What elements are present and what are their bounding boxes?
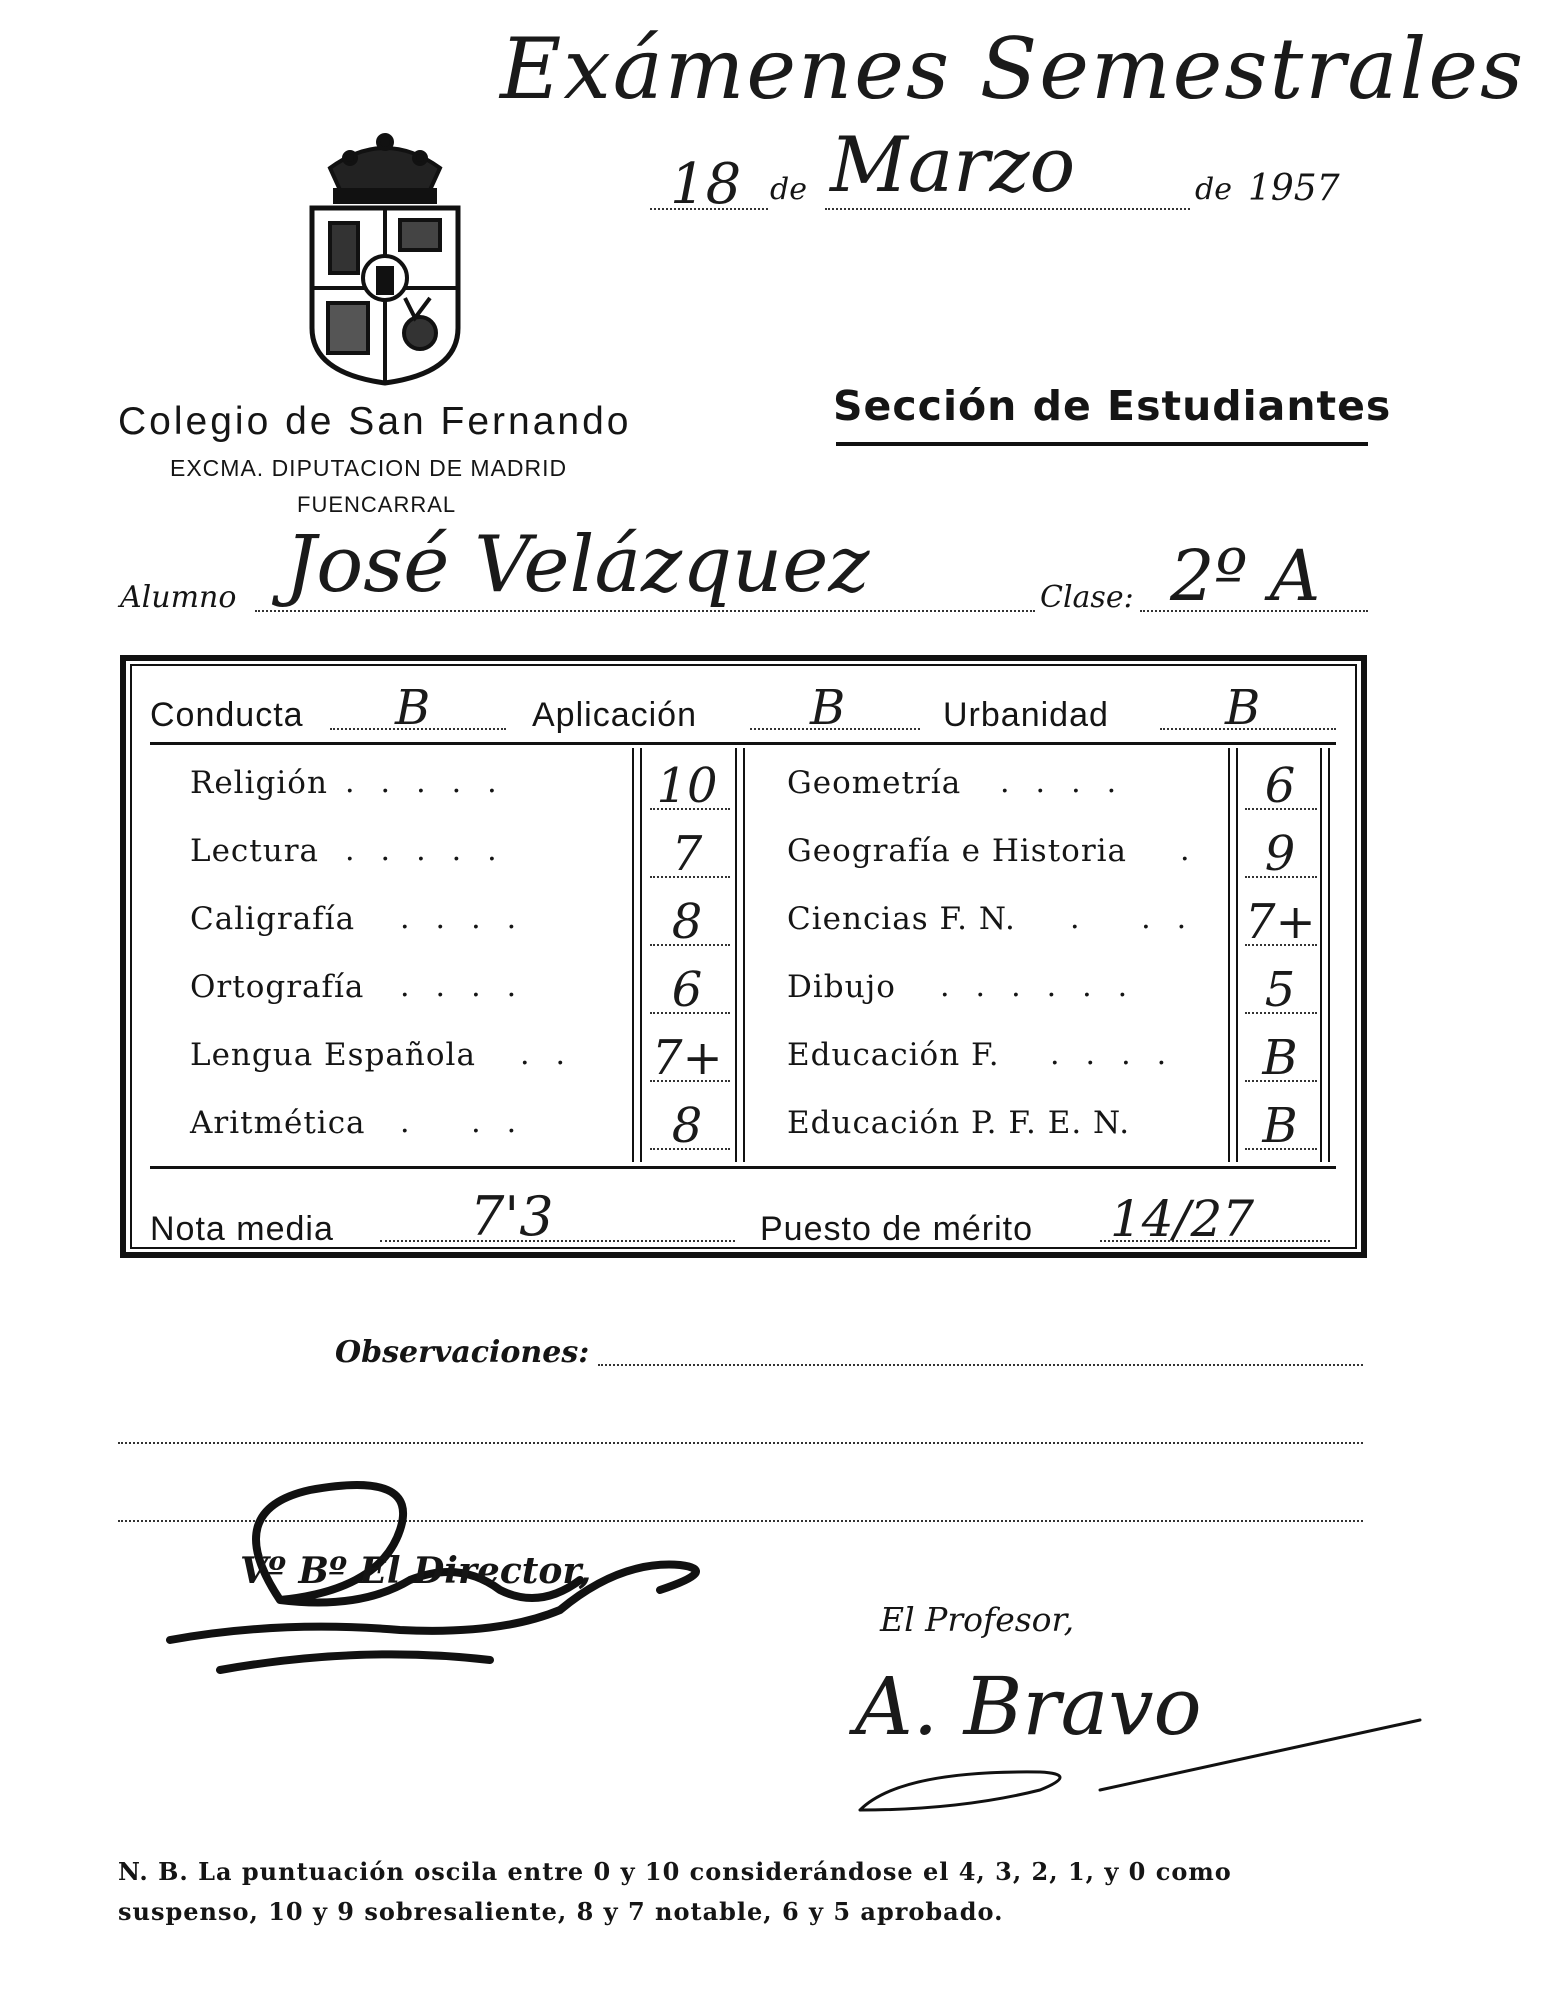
student-name: José Velázquez [285, 520, 870, 610]
class-label: Clase: [1040, 580, 1134, 615]
leader-dots: ..... [345, 833, 523, 868]
grade-geografia: 9 [1264, 826, 1296, 882]
subject-lectura: Lectura [190, 833, 320, 869]
grade-dibujo: 5 [1264, 962, 1296, 1018]
observaciones-line [118, 1442, 1363, 1444]
leader-dots: ..... [345, 765, 523, 800]
subject-ortografia: Ortografía [190, 969, 365, 1005]
date-month: Marzo [830, 120, 1076, 209]
leader-dots: .... [1050, 1037, 1193, 1072]
col-divider [743, 748, 745, 1162]
urbanidad-value: B [1225, 680, 1261, 736]
date-day: 18 [670, 152, 742, 217]
school-subtitle: EXCMA. DIPUTACION DE MADRID [170, 455, 568, 481]
nota-media-value: 7'3 [470, 1185, 554, 1248]
urbanidad-label: Urbanidad [943, 696, 1109, 734]
grade-educacion-f: B [1262, 1030, 1298, 1086]
nota-media-label: Nota media [150, 1210, 334, 1248]
aplicacion-value: B [810, 680, 846, 736]
profesor-signature: A. Bravo [855, 1660, 1202, 1753]
conducta-value: B [395, 680, 431, 736]
student-label: Alumno [120, 580, 237, 615]
profesor-label: El Profesor, [880, 1600, 1075, 1639]
school-location: FUENCARRAL [297, 492, 457, 517]
subject-aritmetica: Aritmética [190, 1105, 366, 1141]
col-divider [632, 748, 634, 1162]
subject-dibujo: Dibujo [787, 969, 896, 1005]
subject-geografia: Geografía e Historia [787, 833, 1128, 869]
col-divider [1328, 748, 1330, 1162]
aplicacion-label: Aplicación [532, 696, 697, 734]
subject-religion: Religión [190, 765, 328, 801]
grade-religion: 10 [656, 758, 718, 814]
grade-educacion-pfen: B [1262, 1098, 1298, 1154]
leader-dots: . .. [400, 1105, 543, 1140]
subjects-bottom-rule [150, 1166, 1336, 1169]
signature-flourish-icon [840, 1710, 1440, 1830]
subject-educacion-f: Educación F. [787, 1037, 1000, 1073]
exam-title: Exámenes Semestrales [500, 20, 1526, 118]
col-divider [1236, 748, 1238, 1162]
puesto-merito-value: 14/27 [1110, 1190, 1255, 1248]
leader-dots: .... [1000, 765, 1143, 800]
observaciones-line [598, 1364, 1363, 1366]
conducta-label: Conducta [150, 696, 304, 734]
observaciones-label: Observaciones: [335, 1335, 590, 1370]
student-name-dots [255, 610, 1035, 612]
director-label: Vº Bº El Director, [240, 1550, 592, 1592]
leader-dots: .. [520, 1037, 592, 1072]
leader-dots: . [1180, 833, 1216, 868]
subject-lengua: Lengua Española [190, 1037, 476, 1073]
section-title: Sección de Estudiantes [833, 382, 1392, 430]
date-de2-label: de [1195, 172, 1232, 207]
col-divider [640, 748, 642, 1162]
conduct-rule [150, 742, 1336, 745]
subject-caligrafia: Caligrafía [190, 901, 356, 937]
leader-dots: .... [400, 969, 543, 1004]
coat-of-arms-icon [300, 128, 470, 388]
subject-educacion-pfen: Educación P. F. E. N. [787, 1105, 1131, 1141]
school-name: Colegio de San Fernando [118, 400, 632, 443]
subject-geometria: Geometría [787, 765, 962, 801]
grade-aritmetica: 8 [671, 1098, 703, 1154]
subject-ciencias: Ciencias F. N. [787, 901, 1016, 937]
col-divider [735, 748, 737, 1162]
nota-media-dots [380, 1240, 735, 1242]
puesto-merito-label: Puesto de mérito [760, 1210, 1034, 1248]
grade-geometria: 6 [1264, 758, 1296, 814]
col-divider [1320, 748, 1322, 1162]
grade-lengua: 7+ [652, 1030, 723, 1086]
leader-dots: .... [400, 901, 543, 936]
leader-dots: ...... [940, 969, 1154, 1004]
section-underline [836, 442, 1368, 446]
date-de-label: de [770, 172, 807, 207]
grade-lectura: 7 [671, 826, 703, 882]
leader-dots: . .. [1070, 901, 1213, 936]
grade-caligrafia: 8 [671, 894, 703, 950]
grade-ciencias: 7+ [1245, 894, 1316, 950]
date-year: 1957 [1248, 168, 1340, 209]
col-divider [1228, 748, 1230, 1162]
grade-ortografia: 6 [671, 962, 703, 1018]
footnote: N. B. La puntuación oscila entre 0 y 10 considerándose el 4, 3, 2, 1, y 0 como suspenso, 10 y 9 sobresaliente, 8 y 7 notable, 6 y 5 aprobado. [118, 1857, 1232, 1926]
class-value: 2º A [1170, 535, 1321, 617]
